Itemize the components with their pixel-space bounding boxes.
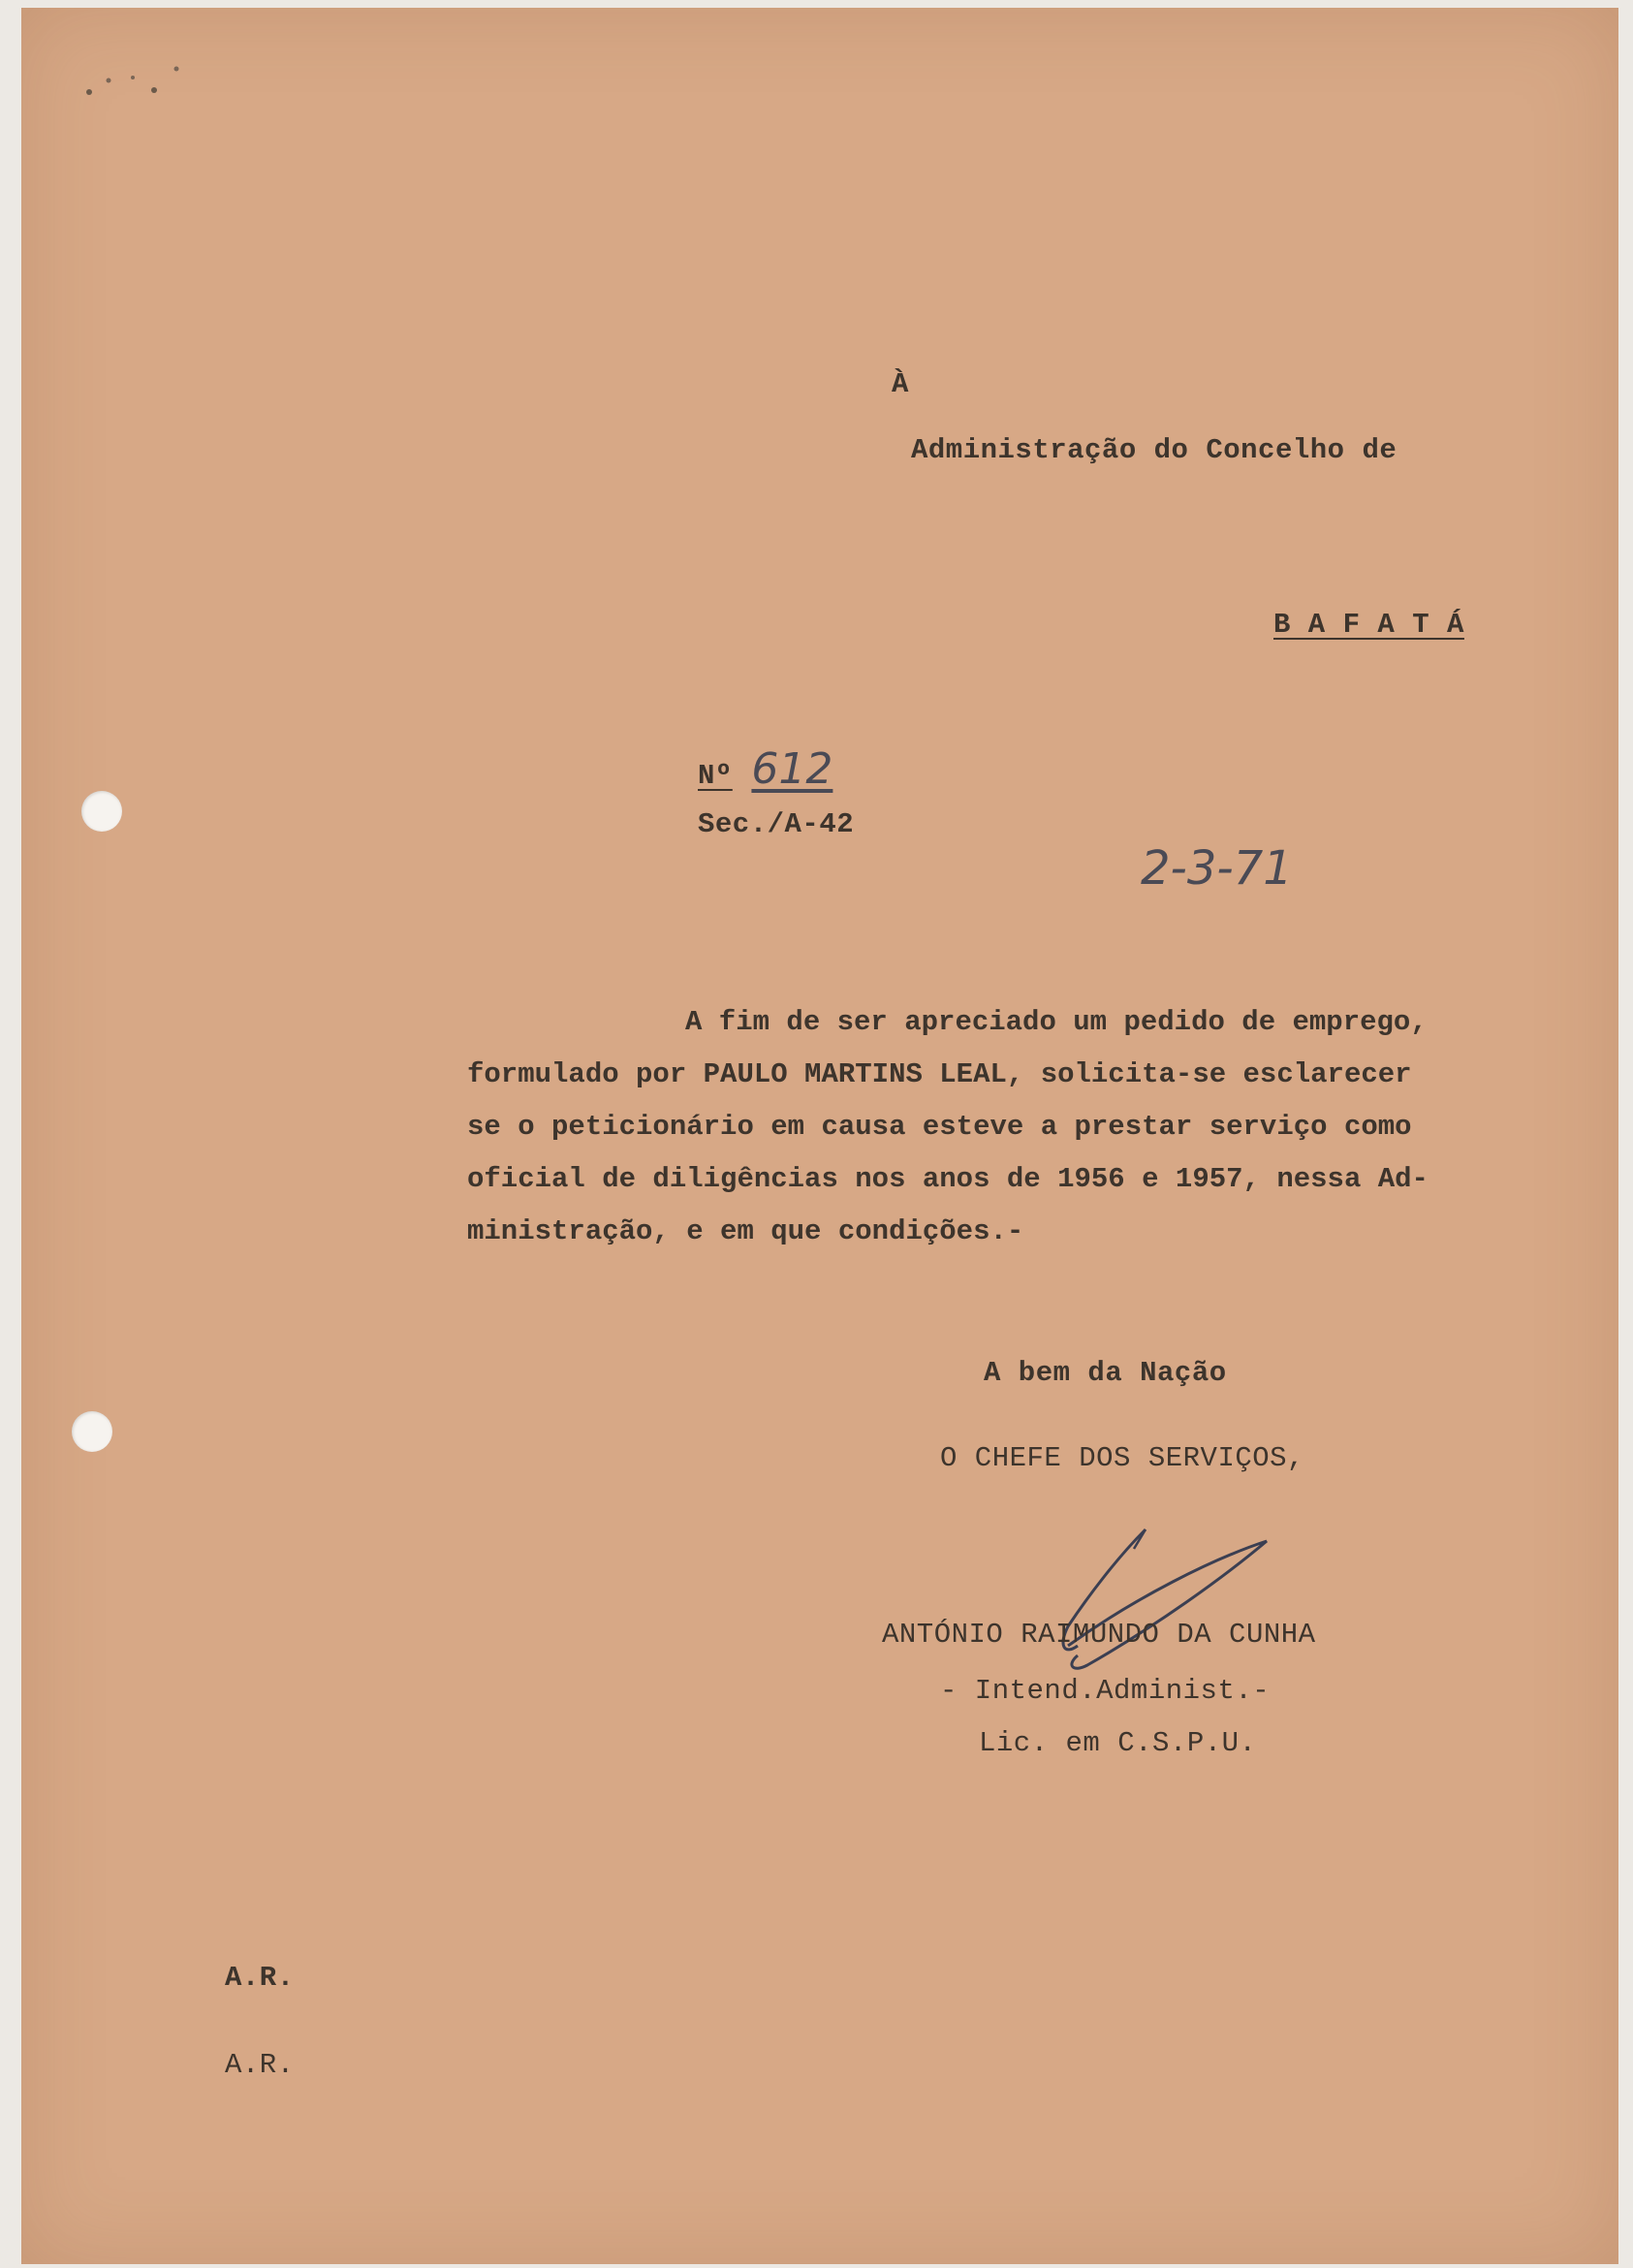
paper-specks <box>79 51 225 110</box>
initials-second: A.R. <box>225 2049 295 2081</box>
letter-body <box>467 996 1572 1258</box>
number-label: Nº <box>698 760 733 792</box>
closing-formula: A bem da Nação <box>984 1357 1227 1389</box>
body-line: formulado por PAULO MARTINS LEAL, solicita-se esclarecer <box>467 1058 1412 1090</box>
body-line: A fim de ser apreciado um pedido de emprego, <box>685 1006 1428 1038</box>
body-line: oficial de diligências nos anos de 1956 e 1957, nessa Ad- <box>467 1163 1429 1195</box>
handwritten-number: 612 <box>751 744 833 794</box>
document-page <box>21 8 1618 2264</box>
signatory-name: ANTÓNIO RAIMUNDO DA CUNHA <box>882 1619 1316 1651</box>
punch-hole-top <box>81 791 122 832</box>
body-line: ministração, e em que condições.- <box>467 1215 1024 1247</box>
reference-number <box>698 744 832 794</box>
section-code: Sec./A-42 <box>698 808 855 840</box>
signatory-degree: Lic. em C.S.P.U. <box>979 1727 1257 1759</box>
signatory-title: O CHEFE DOS SERVIÇOS, <box>940 1442 1304 1474</box>
place-name: B A F A T Á <box>1273 609 1464 641</box>
signatory-role: - Intend.Administ.- <box>940 1675 1271 1707</box>
salutation: À <box>892 368 909 400</box>
punch-hole-bottom <box>72 1411 112 1452</box>
initials-first: A.R. <box>225 1962 295 1994</box>
body-line: se o peticionário em causa esteve a prestar serviço como <box>467 1111 1412 1143</box>
addressee: Administração do Concelho de <box>911 434 1397 466</box>
handwritten-date: 2-3-71 <box>1141 841 1293 896</box>
handwritten-signature <box>1000 1520 1310 1685</box>
